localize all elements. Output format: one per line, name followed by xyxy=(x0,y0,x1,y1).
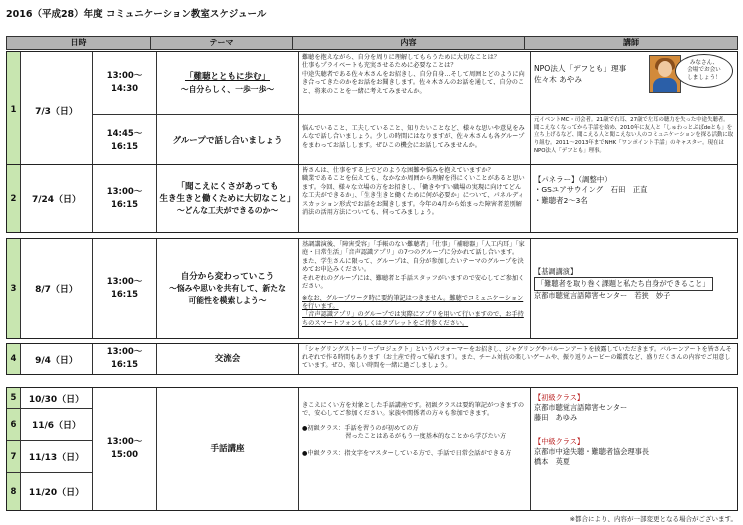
theme-subtitle: ～自分らしく、一歩一歩～ xyxy=(180,84,275,94)
session-time: 13:00～ 16:15 xyxy=(93,344,157,374)
session-content xyxy=(299,239,531,338)
lecturer-info xyxy=(531,52,737,114)
session-theme xyxy=(157,344,299,374)
session-date: 7/3（日） xyxy=(21,52,93,168)
session-time: 13:00～ 14:30 xyxy=(93,52,157,114)
theme-subtitle: ～悩みや思いを共有して、新たな 可能性を模索しよう～ xyxy=(169,284,286,305)
session-theme xyxy=(157,388,299,510)
session-content: 難聴を抱えながら、自分を周りに理解してもらうために大切なことは？ 仕事もプライベートも充実させるために必要なことは？ 中途失聴者である佐々木さんをお招きし、自分自身…そして周囲とどのように向き合ってきたのかをお話をお聞きします。佐々木さんのお話を通して、自分のこと、将来のことを一緒に考えてみませんか。 xyxy=(299,52,531,114)
session-date: 7/24（日） xyxy=(21,165,93,232)
header-theme: テーマ xyxy=(150,36,293,50)
theme-title: 交流会 xyxy=(214,353,241,364)
session-time: 13:00～ 16:15 xyxy=(93,165,157,232)
keynote-title: 【基調講演】 xyxy=(534,267,578,276)
session-time: 13:00～ 15:00 xyxy=(93,388,157,510)
keynote-speaker: 京都市聴覚言語障害センター 若狭 妙子 xyxy=(534,291,671,301)
theme-title: 「聞こえにくさがあっても 生き生きと働くために大切なこと」 xyxy=(159,181,296,204)
theme-title: 手話講座 xyxy=(210,443,245,454)
session-4 xyxy=(6,343,738,375)
lecturer-bio: 元イベントMC・司会者。21歳で右耳、27歳で左耳の聴力を失った中途失聴者。聞こえなくなってから手話を始め、2010年に友人と「しゅわっとぷばdeとも」を立ち上げるなど、聞こえる人と聞こえない人のコミュニケーションを探る活動に取り組む。2011～2013年までNHK「ワンポイント手話」のキャスター。現在はNPO法人「デフとも」理事。 xyxy=(534,117,734,154)
lecturer-info xyxy=(531,388,737,510)
session-theme xyxy=(157,239,299,338)
session-number: 4 xyxy=(7,344,21,374)
session-time: 13:00～ 16:15 xyxy=(93,239,157,338)
lecturer-org: 京都市中途失聴・難聴者協会理事長 xyxy=(534,447,650,457)
page-title: 2016（平成28）年度 コミュニケーション教室スケジュール xyxy=(6,9,267,20)
sessions-5-8 xyxy=(6,387,738,511)
session-theme xyxy=(157,114,299,168)
panel-title: 【パネラー】（調整中） xyxy=(534,175,612,184)
session-date: 11/13（日） xyxy=(21,440,93,472)
session-content xyxy=(299,388,531,510)
header-lecturer: 講師 xyxy=(524,36,738,50)
lecturer-info xyxy=(531,239,737,338)
session-number: 7 xyxy=(7,440,21,472)
panelist: ・難聴者2～3名 xyxy=(534,195,588,205)
session-date: 10/30（日） xyxy=(21,388,93,408)
session-content: 悩んでいること、工夫していること、知りたいことなど、様々な思いや意見をみんなで話し合いましょう。少しの時間にはなりますが、佐々木さんも各グループをまわってお話しします。ぜひこの機会にお話してみませんか。 xyxy=(299,115,531,168)
session-date: 11/6（日） xyxy=(21,408,93,440)
session-number: 3 xyxy=(7,239,21,338)
session-theme xyxy=(157,52,299,114)
session-content: 皆さんは、仕事をする上でどのような困難や悩みを抱えていますか？ 職業であることを伝えても、なかなか周囲から理解を得にくいことがあると思います。今回、様々な立場の方をお招きし、「働きやすい職場の実現に向けてどんな工夫ができるか」、「生き生きと働くために何が必要か」について、パネルディスカッション形式でお話をお聞きします。今年の4月から始まった障害者差別解消法の活用方法についても、伺ってみましょう。 xyxy=(299,165,531,232)
speech-bubble: みなさん、 会場でお会い しましょう！ xyxy=(675,54,733,88)
session-theme xyxy=(157,165,299,232)
class-title: 【中級クラス】 xyxy=(534,437,585,447)
session-1 xyxy=(6,51,738,169)
lecturer-name: 橋本 英夏 xyxy=(534,457,570,467)
content-intermediate: ●中級クラス：指文字をマスターしている方で、手話で日常会話ができる方 xyxy=(302,449,512,457)
footnote: ※都合により、内容が一部変更となる場合がございます。 xyxy=(569,515,737,523)
session-number: 6 xyxy=(7,408,21,440)
lecturer-org: NPO法人「デフとも」理事 xyxy=(534,64,627,73)
theme-title: 自分から変わっていこう xyxy=(180,272,275,283)
theme-title: グループで話し合いましょう xyxy=(172,135,283,146)
session-time: 14:45～ 16:15 xyxy=(93,114,157,168)
lecturer-org: 京都市聴覚言語障害センター xyxy=(534,403,628,413)
session-content: 「シャグリングストーリープロジェクト」というパフォーマーをお招きし、ジャグリングやバルーンアートを披露していただきます。バルーンアートを皆さんそれぞれで作る時間もあります（お土産で持って帰れます）。また、チーム対抗の楽しいゲームや、振り返りムービーの鑑賞など、盛りだくさんの内容でご用意しています。ぜひ、楽しい時間を一緒に過ごしましょう。 xyxy=(302,346,732,370)
session-date: 11/20（日） xyxy=(21,472,93,510)
session-2 xyxy=(6,164,738,233)
lecturer-info xyxy=(531,165,737,232)
keynote-topic: 「難聴者を取り巻く課題と私たち自身ができること」 xyxy=(534,277,713,291)
session-date: 8/7（日） xyxy=(21,239,93,338)
session-number: 5 xyxy=(7,388,21,408)
class-title: 【初級クラス】 xyxy=(534,393,585,402)
session-3 xyxy=(6,238,738,339)
lecturer-name: 藤田 あゆみ xyxy=(534,413,578,423)
theme-subtitle: ～どんな工夫ができるのか～ xyxy=(176,206,279,216)
content-note: ※なお、グループワーク時に要約筆記はつきません。難聴でコミュニケーションを行います。 xyxy=(302,294,524,310)
session-date: 9/4（日） xyxy=(21,344,93,374)
content-note: 「音声認識アプリ」のグループでは実際にアプリを用いて行いますので、お手持ちのスマートフォンもしくはタブレットをご持参ください。 xyxy=(302,311,524,327)
lecturer-name: 佐々木 あやみ xyxy=(534,74,582,84)
session-number: 1 xyxy=(7,52,21,168)
panelist: ・GSユアサウイング 石田 正直 xyxy=(534,185,648,195)
content-intro: きこえにくい方を対象とした手話講座です。初級クラスは要約筆記がつきますので、安心してご参加ください。家族や関係者の方々も参加できます。 xyxy=(302,402,525,418)
session-number: 8 xyxy=(7,472,21,510)
content-body: 基調講演後、「障害受容」「手帳のない難聴者」「仕事」「補聴器」「人工内耳」「家庭・日常生活」「音声認識アプリ」の7つのグループに分かれて話し合います。 また、学生さんに限って、グループは、自分が参加したいテーマのグループを決めてお申込みください。 それぞれのグループには、難聴者と手話スタッフがいますので安心してご参加ください。 xyxy=(302,241,525,291)
theme-title: 「難聴とともに歩む」 xyxy=(184,72,270,83)
header-date: 日時 xyxy=(6,36,151,50)
header-content: 内容 xyxy=(292,36,525,50)
content-beginner: ●初級クラス：手話を習うのが初めての方 習ったことはあるがもう一度基本的なことから学びたい方 xyxy=(302,424,507,441)
session-number: 2 xyxy=(7,165,21,232)
